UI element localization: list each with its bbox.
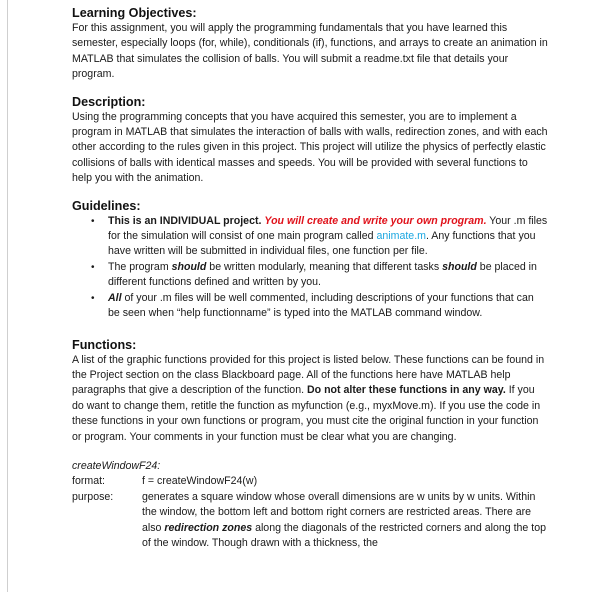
document-page	[72, 5, 548, 551]
guideline-item-comments	[72, 291, 548, 322]
learning-objectives-section	[72, 5, 548, 83]
guidelines-section	[72, 198, 548, 322]
guideline-item-individual	[72, 214, 548, 260]
description-heading: Description:	[72, 94, 146, 109]
guideline-individual-text-b: . Any functions that you have written will be submitted in individual files, one function per file.	[108, 230, 536, 258]
create-window-entry	[72, 459, 548, 551]
functions-no-alter-warning: Do not alter these functions in any way.	[307, 384, 506, 397]
functions-heading: Functions:	[72, 337, 137, 352]
guideline-own-program-warning: You will create and write your own program.	[264, 214, 487, 227]
purpose-text-b: along the diagonals of the restricted corners and along the top of the window. Though drawn with a thickness, the	[142, 521, 546, 549]
description-text: Using the programming concepts that you have acquired this semester, you are to implement a program in MATLAB that simulates the interaction of balls with walls, redirection zones, and with each other according to the rules given in this project. This project will utilize the physics of perfectly elastic collisions of balls with identical masses and speeds. You will be provided with several functions to help you with the animation.	[72, 110, 548, 185]
purpose-value	[142, 490, 548, 552]
guidelines-heading: Guidelines:	[72, 198, 141, 213]
functions-text-a: A list of the graphic functions provided for this project is listed below. These functions can be found in the Project section on the class Blackboard page. All of the functions here have MATLAB help paragraphs that give a description of the function.	[72, 353, 545, 397]
guideline-item-modular	[72, 260, 548, 291]
format-value: f = createWindowF24(w)	[142, 475, 258, 488]
create-window-purpose-row	[72, 490, 548, 552]
bullet-icon: •	[91, 215, 95, 227]
bullet-icon: •	[91, 292, 95, 304]
purpose-label: purpose:	[72, 490, 114, 503]
description-section	[72, 94, 548, 187]
learning-objectives-heading: Learning Objectives:	[72, 6, 197, 20]
guideline-comments-text: of your .m files will be well commented, including descriptions of your functions that can be seen when “help functionname” is typed into the MATLAB command window.	[108, 291, 534, 320]
guideline-should-emphasis-2: should	[442, 260, 477, 273]
page-left-edge	[7, 0, 8, 592]
guideline-individual-bold: This is an INDIVIDUAL project.	[108, 214, 262, 227]
main-program-filename: animate.m	[376, 230, 426, 243]
guideline-should-emphasis-1: should	[171, 260, 207, 273]
functions-text	[72, 353, 548, 445]
create-window-format-row	[72, 474, 548, 489]
redirection-zones-emphasis: redirection zones	[164, 521, 253, 534]
learning-objectives-text: For this assignment, you will apply the programming fundamentals that you have learned this semester, especially loops (for, while), conditionals (if), functions, and arrays to create an animation in MATLAB that simulates the collision of balls. You will submit a readme.txt file that details your program.	[72, 22, 548, 81]
guidelines-list	[72, 214, 548, 322]
functions-section	[72, 337, 548, 445]
bullet-icon: •	[91, 261, 95, 273]
guideline-individual-text-a: Your .m files for the simulation will consist of one main program called	[108, 214, 548, 243]
guideline-all-emphasis: All	[108, 291, 122, 304]
guideline-modular-text-a: The program	[108, 260, 169, 273]
guideline-modular-text-b: be written modularly, meaning that different tasks	[209, 260, 440, 273]
functions-text-b: If you do want to change them, retitle the function as myfunction (e.g., myxMove.m). If you use the code in these functions in your own functions or program, you must cite the original function in your function or program. Your comments in your function must be clear what you are changing.	[72, 384, 541, 443]
purpose-text-a: generates a square window whose overall dimensions are w units by w units. Within the window, the bottom left and bottom right corners are restricted areas. There are also	[142, 490, 536, 534]
create-window-function-name: createWindowF24:	[72, 459, 161, 472]
format-label: format:	[72, 475, 105, 488]
guideline-modular-text-c: be placed in different functions defined and written by you.	[108, 260, 537, 289]
